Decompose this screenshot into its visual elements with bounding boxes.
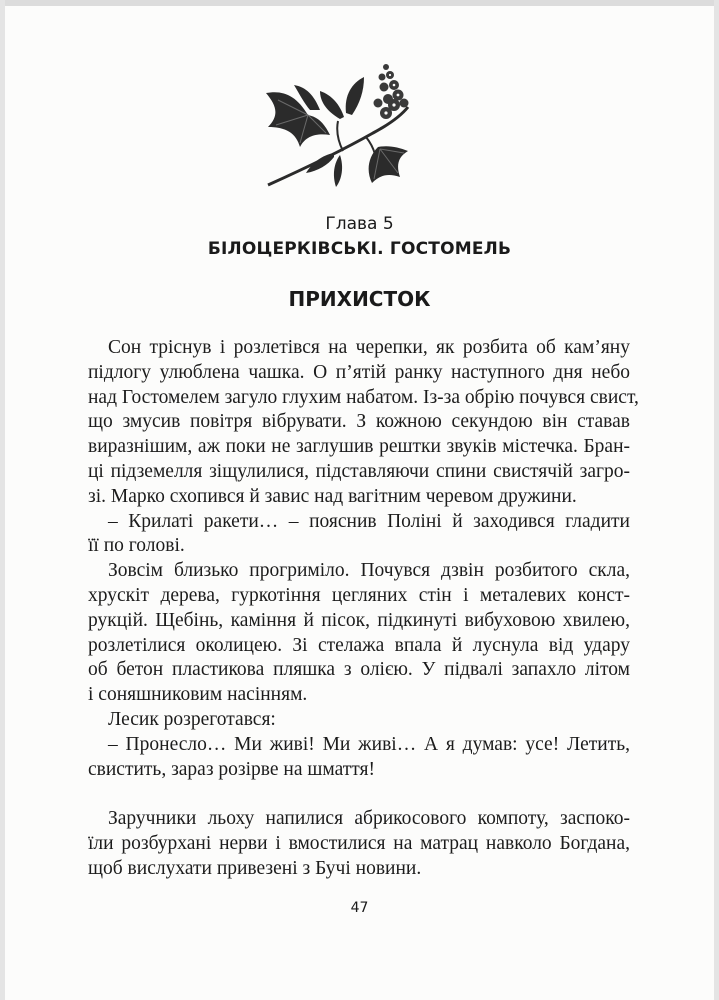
text-line: що змусив повітря вібрувати. З кожною секундою він ставав [88,411,630,433]
section-title: ПРИХИСТОК [288,287,431,311]
text-line: – Крилаті ракети… – пояснив Поліні й заходився гладити [108,510,630,532]
chestnut-branch-icon [248,55,428,205]
text-line: виразнішим, аж поки не заглушив рештки звуків містечка. Бран- [88,436,630,458]
text-line: підлогу улюблена чашка. О п’ятій ранку наступного дня небо [88,361,630,383]
page-number: 47 [350,900,369,916]
text-line: ці підземелля зіщулилися, підставляючи спини свистячій загро- [88,460,630,482]
text-line: рукцій. Щебінь, каміння й пісок, підкинуті вибуховою хвилею, [88,609,630,631]
text-line: зі. Марко схопився й завис над вагітним черевом дружини. [88,485,577,507]
text-line: щоб вислухати привезені з Бучі новини. [88,857,422,879]
text-line: Сон тріснув і розлетівся на черепки, як розбита об кам’яну [108,337,630,358]
page-left-edge [0,0,5,1000]
text-line: Заручники льоху напилися абрикосового компоту, заспоко- [108,808,630,830]
text-line: – Пронесло… Ми живі! Ми живі… А я думав: усе! Летить, [108,733,630,755]
text-line: над Гостомелем загуло глухим набатом. Із-за обрію почувся свист, [88,386,639,408]
text-line: об бетон пластикова пляшка з олією. У підвалі запахло літом [88,659,630,681]
body-text [88,336,639,882]
text-line: і соняшниковим насінням. [88,684,308,706]
text-line: розлетілися околицею. Зі стелажа впала й луснула від удару [88,634,630,656]
page-top-edge [0,0,719,6]
text-line: свистить, зараз розірве на шмаття! [88,758,375,780]
text-line: її по голові. [88,535,185,557]
text-line: Зовсім близько прогриміло. Почувся дзвін розбитого скла, [108,560,630,582]
text-line: їли розбурхані нерви і вмостилися на матрац навколо Богдана, [88,832,630,854]
chapter-number: Глава 5 [325,214,394,234]
page-right-edge [714,0,719,1000]
paragraph-gap [88,782,630,807]
text-line: Лесик розреготався: [108,708,276,730]
chapter-title: БІЛОЦЕРКІВСЬКІ. ГОСТОМЕЛЬ [207,239,512,259]
text-line: хрускіт дерева, гуркотіння цегляних стін і металевих конст- [88,584,630,606]
